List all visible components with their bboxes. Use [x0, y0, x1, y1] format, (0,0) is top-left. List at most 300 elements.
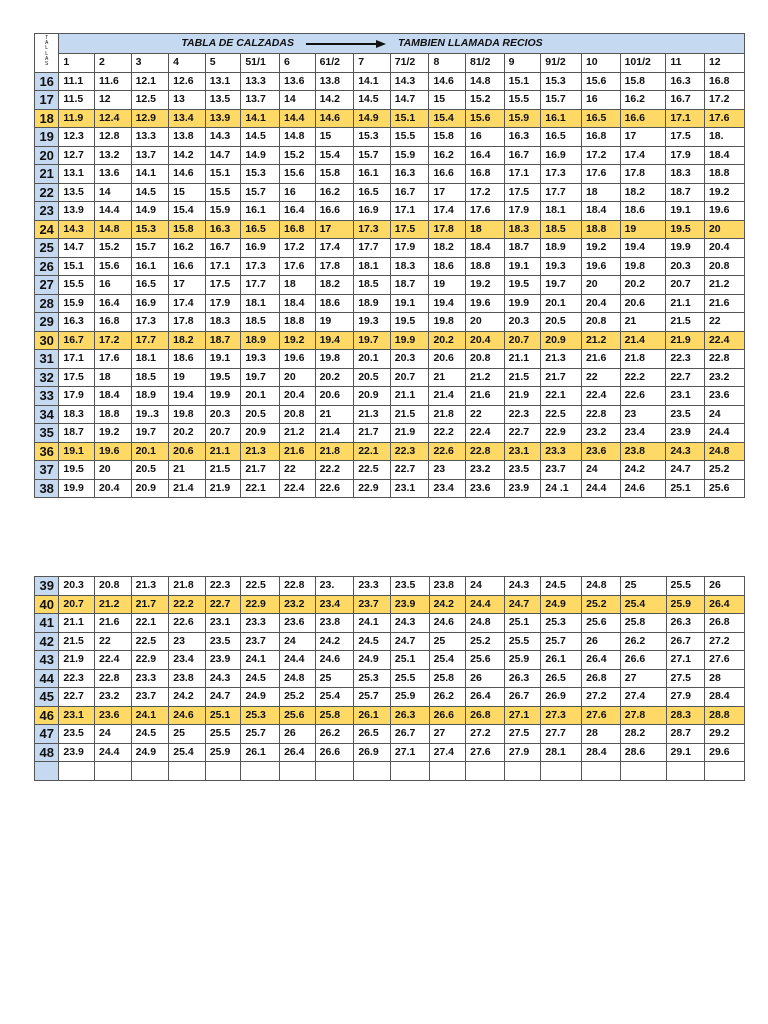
width-value-cell: 23.2 [280, 595, 316, 614]
width-value-cell: 15.9 [504, 109, 541, 128]
width-value-cell: 15.2 [279, 146, 315, 165]
width-value-cell: 25 [429, 632, 466, 651]
width-value-cell: 24.5 [241, 669, 280, 688]
width-value-cell: 23.6 [466, 479, 505, 498]
width-value-cell: 21.6 [466, 387, 505, 406]
width-value-cell: 24.7 [390, 632, 429, 651]
width-value-cell [666, 762, 705, 781]
width-value-cell: 28 [582, 725, 621, 744]
width-value-cell: 19.9 [390, 331, 429, 350]
width-value-cell: 17.7 [354, 239, 391, 258]
width-value-cell: 15 [429, 91, 466, 110]
width-value-cell: 22 [704, 313, 744, 332]
width-value-cell: 15.8 [315, 165, 354, 184]
width-value-cell: 18.6 [429, 257, 466, 276]
table-row [35, 165, 745, 184]
width-value-cell: 23.6 [704, 387, 744, 406]
width-value-cell: 18.4 [581, 202, 620, 221]
width-value-cell: 26.9 [354, 743, 391, 762]
width-value-cell: 26.5 [354, 725, 391, 744]
width-value-cell: 22.9 [241, 595, 280, 614]
width-value-cell: 25.4 [169, 743, 206, 762]
width-value-cell: 14.6 [169, 165, 206, 184]
width-value-cell: 22.6 [620, 387, 666, 406]
width-value-cell: 17.2 [581, 146, 620, 165]
width-value-cell: 23.1 [390, 479, 429, 498]
width-value-cell: 18.4 [466, 239, 505, 258]
width-value-cell: 18.7 [205, 331, 241, 350]
width-value-cell: 24.4 [466, 595, 505, 614]
width-value-cell: 15.7 [241, 183, 280, 202]
width-value-cell: 13.2 [94, 146, 131, 165]
column-header: 2 [94, 54, 131, 73]
width-value-cell: 14.8 [279, 128, 315, 147]
width-value-cell: 23.2 [95, 688, 132, 707]
width-value-cell: 17.6 [94, 350, 131, 369]
width-value-cell: 19.6 [279, 350, 315, 369]
table-row [35, 669, 745, 688]
width-value-cell: 25.8 [620, 614, 666, 633]
width-value-cell: 29.1 [666, 743, 705, 762]
width-value-cell: 22.9 [131, 651, 169, 670]
size-cell: 19 [35, 128, 59, 147]
width-value-cell: 19.3 [241, 350, 280, 369]
width-value-cell: 24 [466, 577, 505, 596]
table-row [35, 146, 745, 165]
width-value-cell: 18.3 [390, 257, 429, 276]
width-value-cell: 23.6 [95, 706, 132, 725]
width-value-cell: 20.8 [466, 350, 505, 369]
width-value-cell: 22 [95, 632, 132, 651]
shoe-width-table-upper [34, 33, 745, 498]
width-value-cell: 19.6 [466, 294, 505, 313]
width-value-cell: 22.5 [241, 577, 280, 596]
width-value-cell: 17.6 [581, 165, 620, 184]
width-value-cell: 26.4 [466, 688, 505, 707]
right-arrow-icon [306, 41, 386, 47]
width-value-cell: 19.1 [205, 350, 241, 369]
width-value-cell: 18 [94, 368, 131, 387]
width-value-cell: 19.2 [466, 276, 505, 295]
width-value-cell: 21.3 [541, 350, 582, 369]
width-value-cell: 25.9 [504, 651, 541, 670]
width-value-cell: 24.1 [241, 651, 280, 670]
width-value-cell: 19.4 [315, 331, 354, 350]
width-value-cell: 12.6 [169, 72, 206, 91]
width-value-cell: 14.1 [354, 72, 391, 91]
column-header: 61/2 [315, 54, 354, 73]
tallas-letter: S [45, 61, 49, 68]
width-value-cell: 21 [315, 405, 354, 424]
width-value-cell: 27.2 [466, 725, 505, 744]
width-value-cell: 22.8 [466, 442, 505, 461]
size-cell: 34 [35, 405, 59, 424]
width-value-cell: 21.7 [354, 424, 391, 443]
width-value-cell [466, 762, 505, 781]
width-value-cell: 16.9 [354, 202, 391, 221]
size-cell: 42 [35, 632, 59, 651]
width-value-cell: 20.2 [620, 276, 666, 295]
width-value-cell: 19.5 [205, 368, 241, 387]
width-value-cell: 13 [169, 91, 206, 110]
width-value-cell: 20.6 [315, 387, 354, 406]
width-value-cell: 16.4 [94, 294, 131, 313]
size-cell: 32 [35, 368, 59, 387]
width-value-cell: 17.1 [59, 350, 95, 369]
width-value-cell: 16.6 [169, 257, 206, 276]
width-value-cell: 20 [279, 368, 315, 387]
width-value-cell [541, 762, 582, 781]
width-value-cell: 19.2 [581, 239, 620, 258]
table-row [35, 743, 745, 762]
width-value-cell: 25.2 [280, 688, 316, 707]
width-value-cell: 25.6 [466, 651, 505, 670]
width-value-cell: 21.4 [429, 387, 466, 406]
width-value-cell: 15.4 [315, 146, 354, 165]
width-value-cell: 22.6 [429, 442, 466, 461]
width-value-cell: 13.8 [315, 72, 354, 91]
size-cell: 40 [35, 595, 59, 614]
width-value-cell: 24.2 [429, 595, 466, 614]
width-value-cell: 23 [620, 405, 666, 424]
width-value-cell: 17.9 [504, 202, 541, 221]
width-value-cell: 27.3 [541, 706, 582, 725]
tallas-letter: A [45, 55, 49, 62]
width-value-cell: 16.5 [541, 128, 582, 147]
width-value-cell: 25.5 [205, 725, 241, 744]
width-value-cell: 26.1 [241, 743, 280, 762]
width-value-cell: 17 [620, 128, 666, 147]
table-row [35, 257, 745, 276]
width-value-cell: 26 [705, 577, 745, 596]
width-value-cell: 25.9 [205, 743, 241, 762]
width-value-cell: 15.3 [131, 220, 169, 239]
width-value-cell: 22.4 [466, 424, 505, 443]
width-value-cell: 20.2 [169, 424, 206, 443]
width-value-cell: 20.5 [354, 368, 391, 387]
width-value-cell: 14 [279, 91, 315, 110]
width-value-cell: 22.7 [504, 424, 541, 443]
size-cell: 25 [35, 239, 59, 258]
width-value-cell: 24 .1 [541, 479, 582, 498]
width-value-cell: 21.7 [541, 368, 582, 387]
width-value-cell: 20.9 [354, 387, 391, 406]
width-value-cell: 20.9 [241, 424, 280, 443]
width-value-cell: 17.9 [205, 294, 241, 313]
width-value-cell: 23.2 [704, 368, 744, 387]
width-value-cell: 26.6 [315, 743, 354, 762]
table-row [35, 387, 745, 406]
width-value-cell: 19 [429, 276, 466, 295]
width-value-cell: 19..3 [131, 405, 169, 424]
width-value-cell: 24.2 [620, 461, 666, 480]
width-value-cell: 18.5 [241, 313, 280, 332]
width-value-cell: 16.2 [429, 146, 466, 165]
width-value-cell: 20.3 [390, 350, 429, 369]
width-value-cell: 21.2 [95, 595, 132, 614]
width-value-cell: 22.2 [315, 461, 354, 480]
width-value-cell: 18.7 [666, 183, 705, 202]
width-value-cell: 17.1 [205, 257, 241, 276]
width-value-cell: 15.4 [429, 109, 466, 128]
width-value-cell: 27 [620, 669, 666, 688]
width-value-cell: 17.9 [666, 146, 705, 165]
size-cell: 18 [35, 109, 59, 128]
width-value-cell: 16.5 [241, 220, 280, 239]
column-header: 8 [429, 54, 466, 73]
size-cell: 44 [35, 669, 59, 688]
width-value-cell: 23.7 [241, 632, 280, 651]
width-value-cell: 14.7 [59, 239, 95, 258]
width-value-cell: 15.3 [241, 165, 280, 184]
shoe-width-table-lower [34, 576, 745, 781]
width-value-cell: 26.7 [666, 632, 705, 651]
width-value-cell [131, 762, 169, 781]
width-value-cell: 22.6 [169, 614, 206, 633]
width-value-cell: 16.2 [315, 183, 354, 202]
column-header: 71/2 [390, 54, 429, 73]
width-value-cell: 25.2 [466, 632, 505, 651]
width-value-cell: 26.8 [582, 669, 621, 688]
width-value-cell: 16.7 [390, 183, 429, 202]
width-value-cell: 20.9 [541, 331, 582, 350]
column-header: 6 [279, 54, 315, 73]
width-value-cell: 19.1 [390, 294, 429, 313]
width-value-cell: 24.8 [704, 442, 744, 461]
width-value-cell: 16.6 [620, 109, 666, 128]
width-value-cell: 16.3 [504, 128, 541, 147]
column-header: 51/1 [241, 54, 280, 73]
width-value-cell: 16.1 [241, 202, 280, 221]
width-value-cell: 27.7 [541, 725, 582, 744]
width-value-cell: 25.6 [582, 614, 621, 633]
width-value-cell: 20.8 [279, 405, 315, 424]
width-value-cell: 18.8 [466, 257, 505, 276]
size-cell: 47 [35, 725, 59, 744]
width-value-cell: 26.1 [541, 651, 582, 670]
width-value-cell: 16.5 [354, 183, 391, 202]
width-value-cell: 16.3 [666, 72, 705, 91]
width-value-cell: 15.4 [169, 202, 206, 221]
width-value-cell: 20 [94, 461, 131, 480]
width-value-cell: 15.6 [581, 72, 620, 91]
width-value-cell: 24.4 [704, 424, 744, 443]
width-value-cell: 15.8 [429, 128, 466, 147]
width-value-cell: 14.7 [205, 146, 241, 165]
width-value-cell: 21.8 [620, 350, 666, 369]
width-value-cell: 12.5 [131, 91, 169, 110]
table-row [35, 239, 745, 258]
width-value-cell: 22.7 [390, 461, 429, 480]
width-value-cell: 18.5 [541, 220, 582, 239]
width-value-cell: 18 [466, 220, 505, 239]
width-value-cell: 16.7 [59, 331, 95, 350]
width-value-cell: 24.1 [131, 706, 169, 725]
width-value-cell: 23.8 [169, 669, 206, 688]
width-value-cell: 27.5 [666, 669, 705, 688]
width-value-cell: 19.6 [581, 257, 620, 276]
width-value-cell: 16.3 [390, 165, 429, 184]
width-value-cell: 15.1 [205, 165, 241, 184]
width-value-cell [241, 762, 280, 781]
width-value-cell: 21.9 [666, 331, 705, 350]
width-value-cell: 26.4 [280, 743, 316, 762]
width-value-cell: 24.6 [315, 651, 354, 670]
width-value-cell: 23.4 [315, 595, 354, 614]
width-value-cell: 24.4 [581, 479, 620, 498]
width-value-cell: 26.7 [504, 688, 541, 707]
size-cell: 45 [35, 688, 59, 707]
width-value-cell: 15.9 [390, 146, 429, 165]
width-value-cell: 20.1 [241, 387, 280, 406]
width-value-cell: 12.4 [94, 109, 131, 128]
width-value-cell [582, 762, 621, 781]
width-value-cell: 21.8 [315, 442, 354, 461]
width-value-cell: 24.6 [429, 614, 466, 633]
width-value-cell: 17 [315, 220, 354, 239]
width-value-cell: 18.1 [241, 294, 280, 313]
width-value-cell: 26.6 [620, 651, 666, 670]
width-value-cell: 22.1 [354, 442, 391, 461]
width-value-cell: 23.5 [59, 725, 95, 744]
width-value-cell: 20.2 [315, 368, 354, 387]
width-value-cell: 27.6 [582, 706, 621, 725]
width-value-cell: 15.6 [466, 109, 505, 128]
width-value-cell: 23.6 [280, 614, 316, 633]
width-value-cell: 14.2 [315, 91, 354, 110]
width-value-cell: 27.9 [666, 688, 705, 707]
width-value-cell: 17.7 [541, 183, 582, 202]
column-header: 1 [59, 54, 95, 73]
tallas-letter: T [45, 35, 49, 41]
width-value-cell: 25.6 [704, 479, 744, 498]
width-value-cell: 21.1 [666, 294, 705, 313]
width-value-cell: 15.7 [354, 146, 391, 165]
width-value-cell: 24.9 [541, 595, 582, 614]
width-value-cell: 17.6 [466, 202, 505, 221]
width-value-cell: 24.9 [354, 651, 391, 670]
width-value-cell: 28.2 [620, 725, 666, 744]
width-value-cell: 26 [582, 632, 621, 651]
width-value-cell: 23.2 [581, 424, 620, 443]
width-value-cell: 24.8 [466, 614, 505, 633]
width-value-cell: 27.4 [620, 688, 666, 707]
width-value-cell: 13.5 [205, 91, 241, 110]
width-value-cell: 23.9 [205, 651, 241, 670]
width-value-cell: 21.2 [581, 331, 620, 350]
width-value-cell: 22.7 [666, 368, 705, 387]
size-cell: 22 [35, 183, 59, 202]
width-value-cell: 24.7 [504, 595, 541, 614]
width-value-cell: 18.1 [541, 202, 582, 221]
width-value-cell: 18.7 [390, 276, 429, 295]
width-value-cell: 19.2 [704, 183, 744, 202]
width-value-cell [390, 762, 429, 781]
width-value-cell: 24.7 [666, 461, 705, 480]
width-value-cell: 15.8 [169, 220, 206, 239]
width-value-cell: 16.2 [620, 91, 666, 110]
width-value-cell: 14.6 [429, 72, 466, 91]
width-value-cell: 13.4 [169, 109, 206, 128]
width-value-cell: 22.8 [95, 669, 132, 688]
table-row [35, 706, 745, 725]
width-value-cell: 16.7 [504, 146, 541, 165]
width-value-cell: 24.9 [131, 743, 169, 762]
width-value-cell: 23.1 [205, 614, 241, 633]
width-value-cell: 18.4 [704, 146, 744, 165]
width-value-cell: 19.8 [620, 257, 666, 276]
width-value-cell: 23.9 [59, 743, 95, 762]
width-value-cell: 17.5 [205, 276, 241, 295]
width-value-cell: 24.1 [354, 614, 391, 633]
width-value-cell: 25.3 [241, 706, 280, 725]
tallas-letter: L [45, 50, 49, 57]
width-value-cell: 23.7 [541, 461, 582, 480]
width-value-cell: 17.2 [94, 331, 131, 350]
width-value-cell: 20.6 [169, 442, 206, 461]
width-value-cell: 17.1 [390, 202, 429, 221]
width-value-cell: 25.1 [666, 479, 705, 498]
width-value-cell: 22.1 [241, 479, 280, 498]
width-value-cell: 17.3 [354, 220, 391, 239]
width-value-cell: 17.4 [620, 146, 666, 165]
width-value-cell [705, 762, 745, 781]
width-value-cell: 11.9 [59, 109, 95, 128]
width-value-cell [169, 762, 206, 781]
width-value-cell: 16.8 [94, 313, 131, 332]
width-value-cell: 16.2 [169, 239, 206, 258]
width-value-cell: 26.4 [582, 651, 621, 670]
width-value-cell: 18.9 [241, 331, 280, 350]
table-row [35, 577, 745, 596]
width-value-cell: 23.4 [429, 479, 466, 498]
width-value-cell: 24.3 [205, 669, 241, 688]
width-value-cell: 21.2 [279, 424, 315, 443]
width-value-cell: 19.5 [390, 313, 429, 332]
width-value-cell: 26.8 [705, 614, 745, 633]
width-value-cell: 23.5 [666, 405, 705, 424]
width-value-cell: 14.4 [279, 109, 315, 128]
width-value-cell: 16.4 [279, 202, 315, 221]
width-value-cell: 20.4 [279, 387, 315, 406]
width-value-cell: 23.9 [504, 479, 541, 498]
width-value-cell: 13.7 [241, 91, 280, 110]
width-value-cell: 24.5 [541, 577, 582, 596]
width-value-cell: 19.8 [315, 350, 354, 369]
width-value-cell: 19.7 [541, 276, 582, 295]
width-value-cell: 16.9 [541, 146, 582, 165]
width-value-cell: 18.9 [541, 239, 582, 258]
width-value-cell: 19.3 [354, 313, 391, 332]
width-value-cell: 27.1 [504, 706, 541, 725]
width-value-cell: 15.1 [504, 72, 541, 91]
width-value-cell: 26.5 [541, 669, 582, 688]
table-row [35, 368, 745, 387]
size-cell: 30 [35, 331, 59, 350]
width-value-cell: 22.7 [205, 595, 241, 614]
width-value-cell: 25.9 [390, 688, 429, 707]
width-value-cell: 21.5 [390, 405, 429, 424]
width-value-cell: 25 [315, 669, 354, 688]
width-value-cell: 22.4 [581, 387, 620, 406]
width-value-cell: 23.4 [620, 424, 666, 443]
column-header: 10 [581, 54, 620, 73]
size-cell: 24 [35, 220, 59, 239]
width-value-cell: 15.6 [279, 165, 315, 184]
width-value-cell: 22.6 [315, 479, 354, 498]
width-value-cell: 15.5 [390, 128, 429, 147]
width-value-cell: 26.3 [666, 614, 705, 633]
